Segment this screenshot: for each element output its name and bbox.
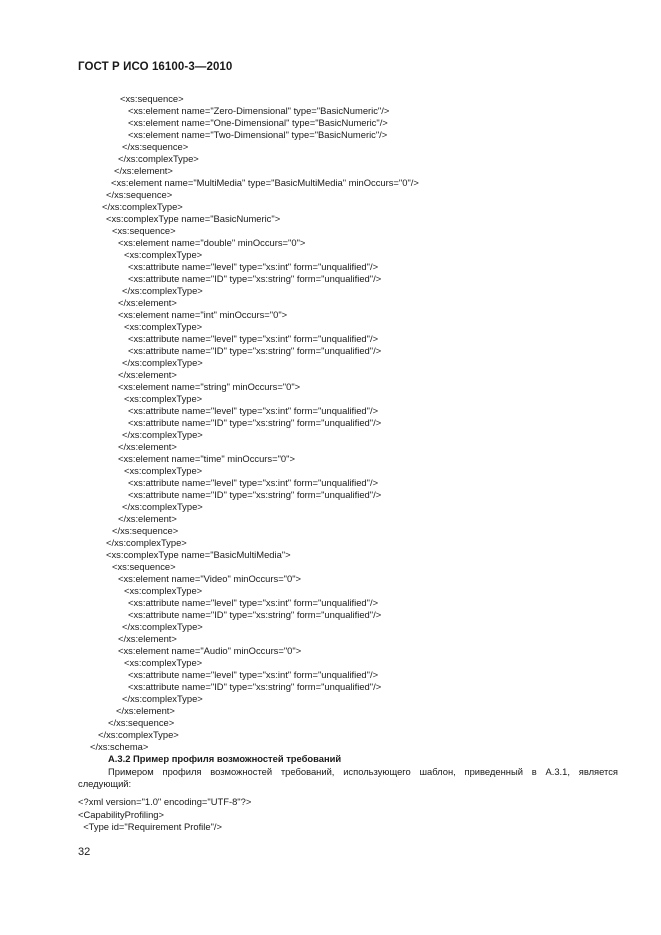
section-paragraph: Примером профиля возможностей требований, использующего шаблон, приведенный в А.3.1, является следующий: [78,765,618,789]
code-line: <xs:complexType name="BasicMultiMedia"> [106,549,291,560]
code-line: </xs:element> [114,165,173,176]
code-line: </xs:schema> [90,741,149,752]
code-line: </xs:element> [118,513,177,524]
code-line: <xs:attribute name="level" type="xs:int" form="unqualified"/> [128,477,379,488]
code-line: <xs:attribute name="ID" type="xs:string" form="unqualified"/> [128,681,382,692]
code-line: <xs:element name="Audio" minOccurs="0"> [118,645,302,656]
code-line: </xs:sequence> [122,141,189,152]
code-line: </xs:element> [118,633,177,644]
code-line: <xs:complexType> [124,393,203,404]
code-line: <?xml version="1.0" encoding="UTF-8"?> [78,796,252,807]
code-line: <xs:element name="Two-Dimensional" type="BasicNumeric"/> [128,129,388,140]
code-line: </xs:element> [118,297,177,308]
code-line: <xs:attribute name="level" type="xs:int" form="unqualified"/> [128,597,379,608]
code-line: </xs:complexType> [102,201,183,212]
code-line: <xs:complexType> [124,585,203,596]
code-line: <xs:complexType name="BasicNumeric"> [106,213,281,224]
code-line: </xs:element> [118,369,177,380]
code-line: <Type id="Requirement Profile"/> [78,821,222,832]
code-line: <xs:element name="One-Dimensional" type="BasicNumeric"/> [128,117,388,128]
xml-schema-code-block [78,93,638,753]
code-line: </xs:complexType> [122,501,203,512]
code-line: <xs:element name="Video" minOccurs="0"> [118,573,302,584]
code-line: <xs:attribute name="ID" type="xs:string" form="unqualified"/> [128,417,382,428]
code-line: <xs:attribute name="ID" type="xs:string" form="unqualified"/> [128,609,382,620]
code-line: </xs:complexType> [122,285,203,296]
code-line: </xs:complexType> [122,357,203,368]
code-line: </xs:element> [116,705,175,716]
code-line: </xs:complexType> [98,729,179,740]
code-line: <xs:element name="Zero-Dimensional" type="BasicNumeric"/> [128,105,390,116]
code-line: <xs:attribute name="level" type="xs:int" form="unqualified"/> [128,405,379,416]
code-line: </xs:complexType> [118,153,199,164]
code-line: <xs:attribute name="level" type="xs:int" form="unqualified"/> [128,333,379,344]
code-line: <xs:complexType> [124,249,203,260]
code-line: <xs:attribute name="ID" type="xs:string" form="unqualified"/> [128,273,382,284]
code-line: <xs:complexType> [124,321,203,332]
code-line: </xs:complexType> [122,621,203,632]
code-line: <xs:attribute name="ID" type="xs:string" form="unqualified"/> [128,489,382,500]
code-line: </xs:complexType> [106,537,187,548]
page-number: 32 [78,846,91,858]
code-line: <xs:element name="int" minOccurs="0"> [118,309,288,320]
code-line: <xs:attribute name="level" type="xs:int" form="unqualified"/> [128,669,379,680]
code-line: <xs:complexType> [124,657,203,668]
code-line: <xs:attribute name="ID" type="xs:string" form="unqualified"/> [128,345,382,356]
code-line: <xs:sequence> [112,225,176,236]
code-line: </xs:element> [118,441,177,452]
code-line: <xs:element name="time" minOccurs="0"> [118,453,295,464]
section-a-3-2 [78,753,618,791]
code-line: </xs:sequence> [106,189,173,200]
code-line: </xs:sequence> [108,717,175,728]
code-line: <xs:element name="double" minOccurs="0"> [118,237,306,248]
code-line: </xs:sequence> [112,525,179,536]
code-line: <xs:sequence> [120,93,184,104]
code-line: </xs:complexType> [122,429,203,440]
code-line: <xs:attribute name="level" type="xs:int" form="unqualified"/> [128,261,379,272]
code-line: <CapabilityProfiling> [78,808,164,820]
section-heading: А.3.2 Пример профиля возможностей требований [108,753,342,764]
code-line: <xs:element name="string" minOccurs="0"> [118,381,301,392]
code-line: <xs:element name="MultiMedia" type="BasicMultiMedia" minOccurs="0"/> [111,177,419,188]
code-line: </xs:complexType> [122,693,203,704]
xml-example-code-block [78,796,251,834]
code-line: <xs:sequence> [112,561,176,572]
document-header: ГОСТ Р ИСО 16100-3—2010 [78,61,233,73]
code-line: <xs:complexType> [124,465,203,476]
